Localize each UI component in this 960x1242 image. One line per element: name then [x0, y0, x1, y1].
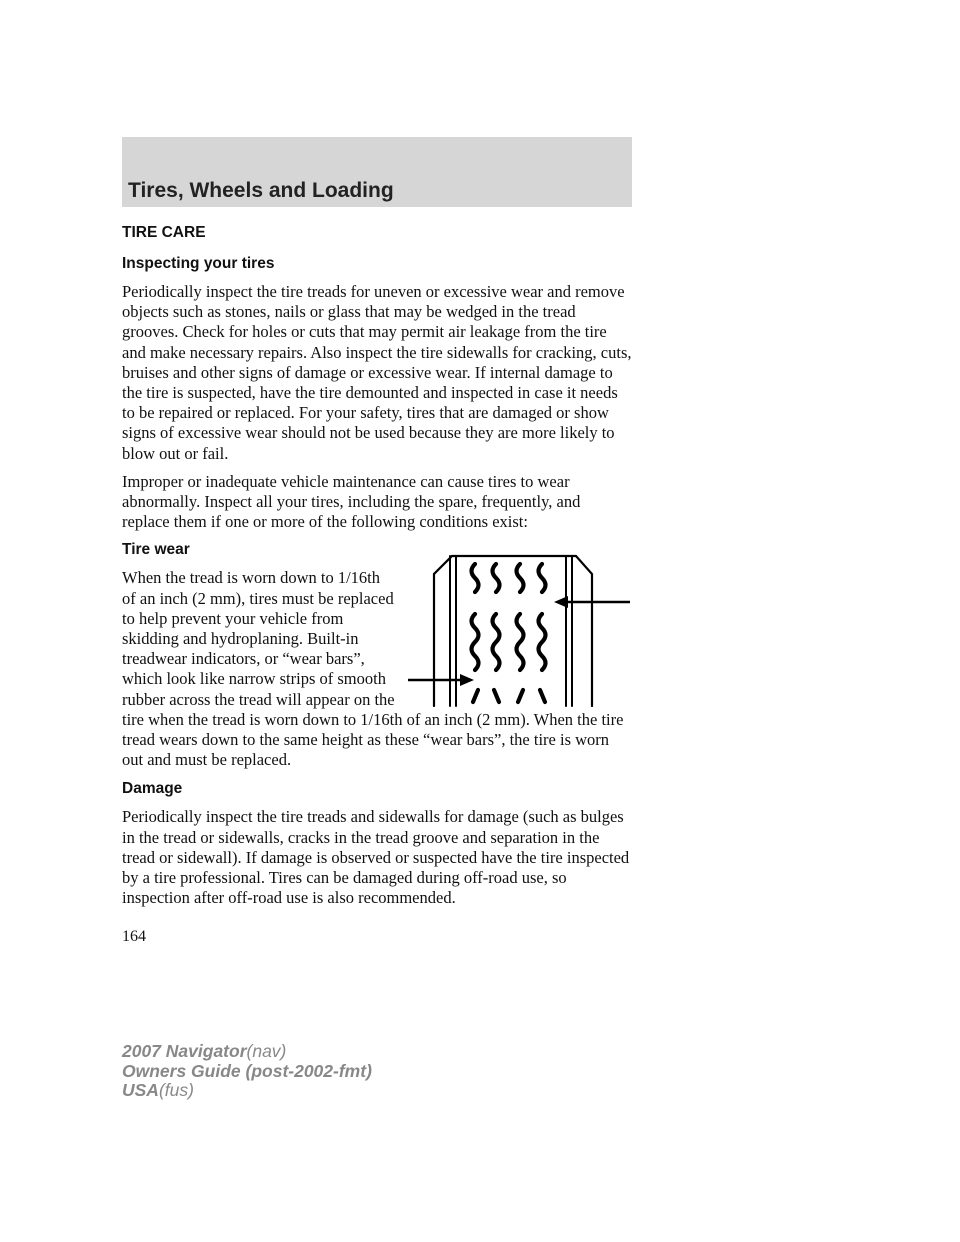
- section-title: TIRE CARE: [122, 224, 206, 241]
- subheading-tire-wear: Tire wear: [122, 541, 190, 559]
- footer-model: 2007 Navigator: [122, 1041, 247, 1061]
- wear-bar-arrow-lower: [408, 674, 474, 686]
- section-header-band: [122, 137, 632, 207]
- section-header-title: Tires, Wheels and Loading: [128, 179, 394, 202]
- document-footer: [122, 1042, 372, 1101]
- page-content: [122, 222, 632, 916]
- tire-tread-wear-bars-illustration: [404, 552, 644, 707]
- paragraph-inspecting-2: Improper or inadequate vehicle maintenance can cause tires to wear abnormally. Inspect all your tires, including the spare, frequently, and replace them if one or more of the following conditions exist:: [122, 471, 581, 532]
- footer-model-code: (nav): [246, 1041, 287, 1061]
- footer-guide: Owners Guide (post-2002-fmt): [122, 1060, 372, 1081]
- footer-market: USA: [122, 1080, 159, 1100]
- paragraph-tire-wear: When the tread is worn down to 1/16th of an inch (2 mm), tires must be replaced to help prevent your vehicle from skidding and hydroplaning. Built-in treadwear indicators, or “wear bars”, which look like narrow strips of smooth rubber across the tread will appear on the tire when the tread is worn down to 1/16th of an inch (2 mm). When the tire tread wears down to the same height as these “wear bars”, the tire is worn out and must be replaced.: [122, 568, 624, 770]
- paragraph-damage: Periodically inspect the tire treads and sidewalls for damage (such as bulges in the tread or sidewalls, cracks in the tread groove and separation in the tread or sidewall). If damage is observed or suspected have the tire inspected by a tire professional. Tires can be damaged during off-road use, so inspection after off-road use is also recommended.: [122, 807, 630, 908]
- paragraph-inspecting-1: Periodically inspect the tire treads for uneven or excessive wear and remove objects such as stones, nails or glass that may be wedged in the tread grooves. Check for holes or cuts that may permit air leakage from the tire and make necessary repairs. Also inspect the tire sidewalls for cracking, cuts, bruises and other signs of damage or excessive wear. If internal damage to the tire is suspected, have the tire demounted and inspected in case it needs to be repaired or replaced. For your safety, tires that are damaged or show signs of excessive wear should not be used because they are more likely to blow out or fail.: [122, 282, 632, 463]
- footer-market-code: (fus): [158, 1080, 194, 1100]
- subheading-inspecting: Inspecting your tires: [122, 255, 275, 272]
- page-number: 164: [122, 928, 146, 945]
- subheading-damage: Damage: [122, 780, 183, 798]
